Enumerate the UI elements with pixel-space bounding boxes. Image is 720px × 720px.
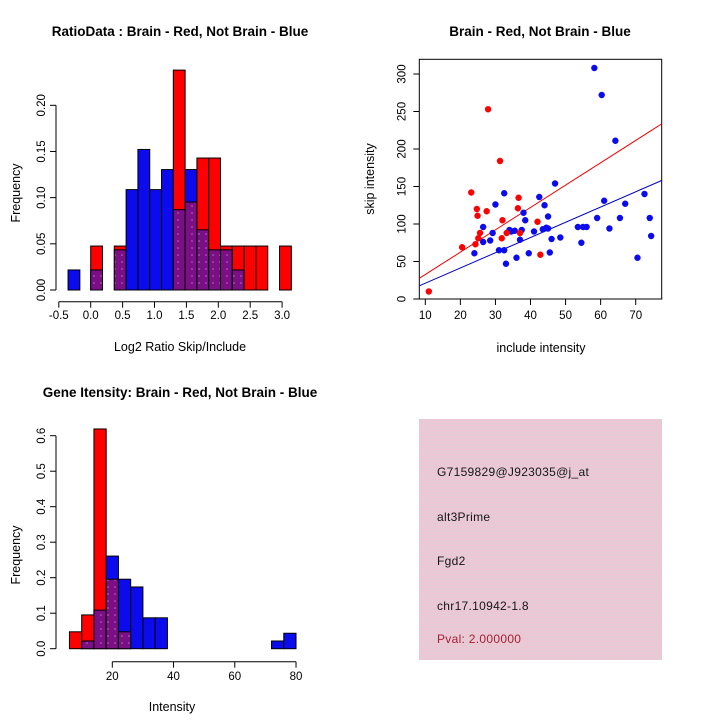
- scatter-point-blue: [548, 236, 554, 242]
- histogram-bar-red: [244, 246, 256, 290]
- x-axis-tick-label: 10: [418, 310, 432, 322]
- histogram-bar-blue: [272, 641, 284, 649]
- y-axis-tick-label: 300: [396, 64, 409, 84]
- y-axis-tick-label: 100: [396, 214, 409, 234]
- scatter-point-red: [497, 158, 503, 164]
- scatter-point-red: [534, 219, 540, 225]
- scatter-point-blue: [578, 240, 584, 246]
- gene-name-text: Fgd2: [437, 554, 466, 568]
- y-axis-tick-label: 0.1: [36, 605, 49, 622]
- scatter-point-red: [474, 213, 480, 219]
- splice-type-text: alt3Prime: [437, 510, 491, 524]
- y-axis-tick-label: 0.00: [36, 278, 48, 302]
- chart-title: Brain - Red, Not Brain - Blue: [449, 24, 631, 39]
- scatter-point-red: [472, 241, 478, 247]
- scatter-point-blue: [545, 225, 551, 231]
- scatter-point-blue: [634, 255, 640, 261]
- histogram-bar-blue: [138, 149, 150, 290]
- histogram-overlap-bar: [221, 250, 233, 290]
- histogram-bar-blue: [150, 190, 162, 290]
- histogram-bar-blue: [126, 190, 138, 290]
- scatter-point-blue: [536, 194, 542, 200]
- histogram-bar-blue: [155, 618, 167, 649]
- histogram-bar-red: [69, 632, 81, 649]
- histogram-overlap-bar: [114, 250, 126, 290]
- x-axis-tick-label: 30: [489, 310, 502, 322]
- pval-text: Pval: 2.000000: [437, 632, 522, 646]
- scatter-point-red: [426, 288, 432, 294]
- histogram-bar-red: [256, 246, 268, 290]
- scatter-point-blue: [601, 198, 607, 204]
- x-axis-tick-label: 1.0: [146, 310, 163, 322]
- y-axis-tick-label: 0: [396, 295, 409, 303]
- scatter-point-blue: [480, 224, 486, 230]
- x-axis-tick-label: 0.5: [114, 310, 131, 322]
- y-axis-label: skip intensity: [363, 143, 377, 215]
- x-axis-tick-label: 20: [453, 310, 467, 322]
- y-axis-tick-label: 0.2: [36, 569, 48, 586]
- histogram-overlap-bar: [94, 610, 106, 649]
- scatter-point-blue: [541, 202, 547, 208]
- scatter-point-blue: [531, 228, 537, 234]
- scatter-point-blue: [489, 230, 495, 236]
- scatter-point-red: [499, 217, 505, 223]
- x-axis-tick-label: 80: [289, 671, 303, 683]
- scatter-point-red: [499, 235, 505, 241]
- scatter-point-blue: [557, 234, 563, 240]
- scatter-point-blue: [501, 247, 507, 253]
- scatter-point-blue: [517, 237, 523, 243]
- y-axis-tick-label: 0.3: [36, 534, 48, 551]
- histogram-overlap-bar: [173, 210, 185, 290]
- x-axis-tick-label: 3.0: [274, 310, 291, 322]
- histogram-overlap-bar: [82, 641, 94, 649]
- histogram-bar-blue: [131, 587, 143, 649]
- scatter-point-blue: [599, 92, 605, 98]
- locus-text: chr17.10942-1.8: [437, 599, 529, 613]
- scatter-point-blue: [513, 255, 519, 261]
- x-axis-tick-label: 70: [629, 310, 643, 322]
- gene-intensity-histogram-panel: [0, 360, 360, 720]
- scatter-point-blue: [487, 237, 493, 243]
- y-axis-tick-label: 250: [396, 101, 409, 122]
- x-axis-tick-label: 2.5: [242, 310, 259, 322]
- scatter-point-red: [468, 189, 474, 195]
- scatter-point-blue: [647, 215, 653, 221]
- scatter-point-blue: [547, 249, 553, 255]
- y-axis-tick-label: 0.5: [36, 463, 48, 480]
- histogram-bar-blue: [143, 618, 155, 649]
- scatter-point-red: [485, 106, 491, 112]
- scatter-point-blue: [641, 191, 647, 197]
- scatter-point-blue: [526, 250, 532, 256]
- scatter-point-red: [474, 206, 480, 212]
- histogram-overlap-bar: [106, 579, 118, 648]
- scatter-point-red: [515, 195, 521, 201]
- scatter-point-blue: [617, 215, 623, 221]
- scatter-point-red: [537, 252, 543, 258]
- scatter-point-red: [515, 205, 521, 211]
- x-axis-tick-label: 0.0: [82, 310, 99, 322]
- plot-box: [419, 59, 661, 299]
- ratio-histogram-panel: [0, 0, 360, 360]
- scatter-point-blue: [471, 250, 477, 256]
- y-axis-tick-label: 0.10: [36, 186, 48, 209]
- gene-intensity-histogram-chart: [0, 360, 360, 720]
- scatter-point-blue: [522, 217, 528, 223]
- scatter-point-blue: [648, 233, 654, 239]
- scatter-point-blue: [552, 180, 558, 186]
- x-axis-tick-label: 40: [524, 310, 537, 322]
- y-axis-label: Frequency: [9, 525, 23, 585]
- scatter-point-red: [503, 230, 509, 236]
- scatter-point-blue: [545, 213, 551, 219]
- scatter-point-red: [517, 230, 523, 236]
- y-axis-tick-label: 0.4: [36, 498, 48, 515]
- scatter-point-blue: [606, 225, 612, 231]
- x-axis-tick-label: 60: [228, 671, 242, 683]
- info-box: [419, 419, 662, 660]
- y-axis-tick-label: 150: [396, 176, 409, 197]
- chart-title: RatioData : Brain - Red, Not Brain - Blue: [51, 24, 309, 39]
- scatter-point-red: [459, 244, 465, 250]
- histogram-bar-blue: [68, 270, 80, 290]
- x-axis-label: include intensity: [496, 341, 586, 355]
- x-axis-tick-label: 2.0: [210, 310, 227, 322]
- histogram-bar-blue: [162, 170, 174, 290]
- ratio-histogram-chart: [0, 0, 360, 360]
- probe-id-text: G7159829@J923035@j_at: [437, 465, 590, 479]
- histogram-overlap-bar: [185, 202, 197, 290]
- scatter-point-blue: [612, 138, 618, 144]
- scatter-panel: [360, 0, 720, 360]
- scatter-point-blue: [503, 261, 509, 267]
- x-axis-tick-label: 20: [105, 671, 119, 683]
- histogram-overlap-bar: [232, 270, 244, 290]
- skip-include-scatter-chart: [360, 0, 720, 360]
- histogram-bar-blue: [284, 633, 296, 648]
- histogram-bar-red: [280, 246, 292, 290]
- y-axis-tick-label: 0.6: [36, 427, 48, 444]
- y-axis-tick-label: 200: [396, 139, 409, 159]
- y-axis-tick-label: 0.0: [36, 640, 48, 657]
- x-axis-tick-label: 50: [559, 310, 572, 322]
- info-panel: [360, 360, 720, 720]
- y-axis-tick-label: 0.15: [36, 140, 48, 163]
- scatter-point-blue: [492, 201, 498, 207]
- x-axis-tick-label: 40: [167, 671, 180, 683]
- x-axis-label: Intensity: [148, 700, 196, 714]
- chart-title: Gene Itensity: Brain - Red, Not Brain - Blue: [42, 385, 318, 400]
- y-axis-label: Frequency: [9, 163, 23, 223]
- x-axis-tick-label: 1.5: [178, 310, 195, 322]
- scatter-point-blue: [501, 190, 507, 196]
- scatter-point-blue: [594, 215, 600, 221]
- histogram-overlap-bar: [118, 632, 130, 649]
- y-axis-tick-label: 0.05: [36, 232, 48, 256]
- scatter-point-blue: [622, 201, 628, 207]
- histogram-overlap-bar: [197, 230, 209, 290]
- scatter-point-blue: [520, 210, 526, 216]
- x-axis-tick-label: 60: [594, 310, 608, 322]
- x-axis-tick-label: -0.5: [48, 310, 69, 322]
- scatter-point-red: [483, 208, 489, 214]
- y-axis-tick-label: 50: [396, 255, 409, 268]
- scatter-point-blue: [591, 65, 597, 71]
- scatter-point-blue: [583, 224, 589, 230]
- x-axis-label: Log2 Ratio Skip/Include: [113, 340, 247, 354]
- y-axis-tick-label: 0.20: [36, 94, 48, 117]
- scatter-point-red: [477, 230, 483, 236]
- histogram-overlap-bar: [91, 270, 103, 290]
- histogram-overlap-bar: [209, 250, 221, 290]
